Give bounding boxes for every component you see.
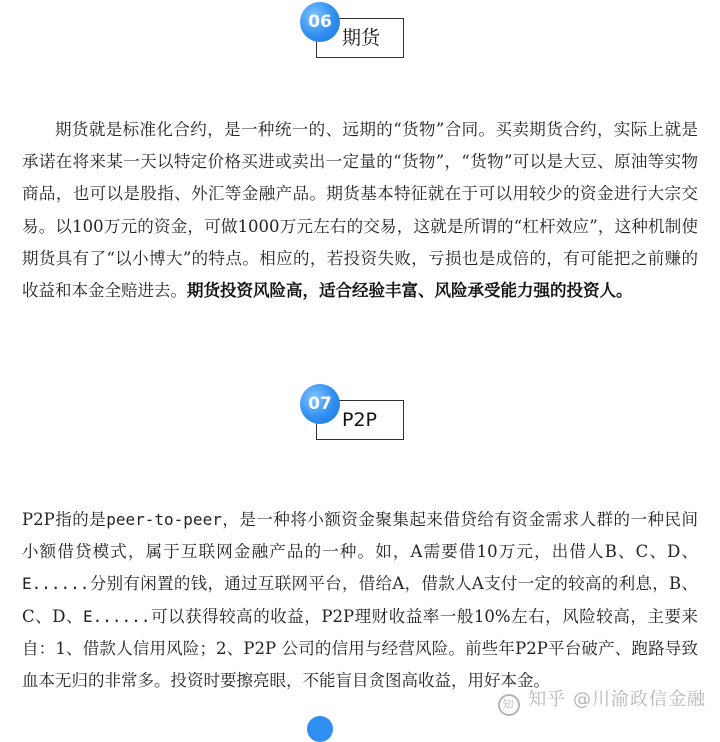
section-title: P2P	[316, 400, 404, 440]
section-title: 期货	[316, 18, 404, 58]
paragraph-bold-text: 期货投资风险高，适合经验丰富、风险承受能力强的投资人。	[187, 281, 633, 301]
section-number-badge: 06	[300, 2, 340, 42]
paragraph-mono-text: peer-to-peer	[106, 510, 222, 529]
zhihu-logo-icon: 知	[498, 694, 520, 716]
section-06-paragraph	[22, 114, 698, 307]
next-section-badge-partial	[307, 716, 333, 742]
paragraph-text: P2P指的是	[22, 510, 107, 529]
paragraph-mono-text: E......	[22, 574, 90, 594]
watermark-text: 知乎 @川渝政信金融	[528, 689, 706, 710]
paragraph-text: 分别有闲置的钱，通过互联网平台，借给A，借款人A支付一定的较高的利息，B、C、D、	[22, 574, 698, 626]
paragraph-mono-text: E......	[83, 606, 151, 626]
paragraph-text: 期货就是标准化合约，是一种统一的、远期的“货物”合同。买卖期货合约，实际上就是承诺在将来某一天以特定价格买进或卖出一定量的“货物”，“货物”可以是大豆、原油等实物商品，也可以是股指、外汇等金融产品。期货基本特征就在于可以用较少的资金进行大宗交易。以100万元的资金，可做1000万元左右的交易，这就是所谓的“杠杆效应”，这种机制使期货具有了“以小博大”的特点。相应的，若投资失败，亏损也是成倍的，有可能把之前赚的收益和本金全赔进去。	[22, 120, 698, 301]
paragraph-text: ，是一种将小额资金聚集起来借贷给有资金需求人群的一种民间小额借贷模式，属于互联网金融产品的一种。如，A需要借10万元，出借人B、C、D、	[22, 510, 699, 562]
watermark	[498, 685, 706, 716]
paragraph-text: 可以获得较高的收益，P2P理财收益率一般10%左右，风险较高，主要来自：1、借款人信用风险；2、P2P 公司的信用与经营风险。前些年P2P平台破产、跑路导致血本无归的非常多。投资时要擦亮眼，不能盲目贪图高收益，用好本金。	[22, 606, 698, 691]
section-07-paragraph	[22, 504, 698, 697]
section-number-badge: 07	[300, 384, 340, 424]
